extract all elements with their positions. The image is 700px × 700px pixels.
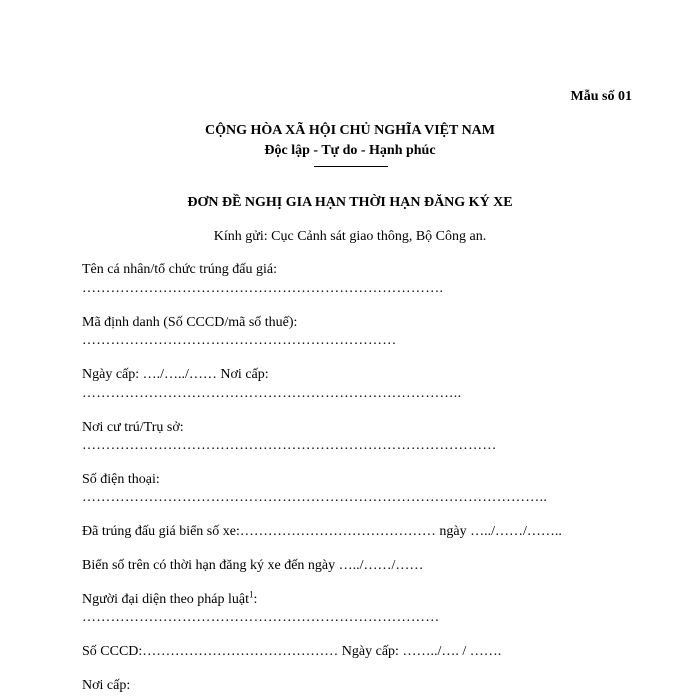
residence-field: …………………………………………………………………………… <box>82 438 497 453</box>
form-number: Mẫu số 01 <box>570 89 632 104</box>
id-label: Mã định danh (Số CCCD/mã số thuế): <box>82 315 298 330</box>
winner-name-label: Tên cá nhân/tổ chức trúng đấu giá: <box>82 262 277 277</box>
phone-field: …………………………………………………………………………………….. <box>82 490 548 505</box>
country-name: CỘNG HÒA XÃ HỘI CHỦ NGHĨA VIỆT NAM <box>204 123 495 138</box>
representative-field: ………………………………………………………………… <box>82 610 440 625</box>
representative-label <box>82 589 258 608</box>
issue-line: Ngày cấp: …./…../…… Nơi cấp: <box>82 367 269 382</box>
winner-name-field: …………………………………………………………………. <box>82 281 444 296</box>
id-field: ………………………………………………………… <box>82 333 397 348</box>
representative-colon: : <box>253 592 258 607</box>
header-divider <box>314 166 388 167</box>
plate-auction-line: Đã trúng đấu giá biển số xe:…………………………………… ngày …../……/…….. <box>82 524 562 539</box>
footnote-marker: 1 <box>249 589 254 600</box>
issue-place-label: Nơi cấp: <box>82 678 131 693</box>
phone-label: Số điện thoại: <box>82 472 160 487</box>
plate-expiry-line: Biển số trên có thời hạn đăng ký xe đến ngày …../……/…… <box>82 558 424 573</box>
representative-label-text: Người đại diện theo pháp luật <box>82 592 250 607</box>
motto: Độc lập - Tự do - Hạnh phúc <box>264 143 436 158</box>
residence-label: Nơi cư trú/Trụ sở: <box>82 420 184 435</box>
cccd-line: Số CCCD:…………………………………… Ngày cấp: ……../…. / ……. <box>82 644 502 659</box>
issue-field: …………………………………………………………………….. <box>82 386 462 401</box>
document-title: ĐƠN ĐỀ NGHỊ GIA HẠN THỜI HẠN ĐĂNG KÝ XE <box>187 195 513 210</box>
addressee: Kính gửi: Cục Cảnh sát giao thông, Bộ Công an. <box>213 229 487 244</box>
